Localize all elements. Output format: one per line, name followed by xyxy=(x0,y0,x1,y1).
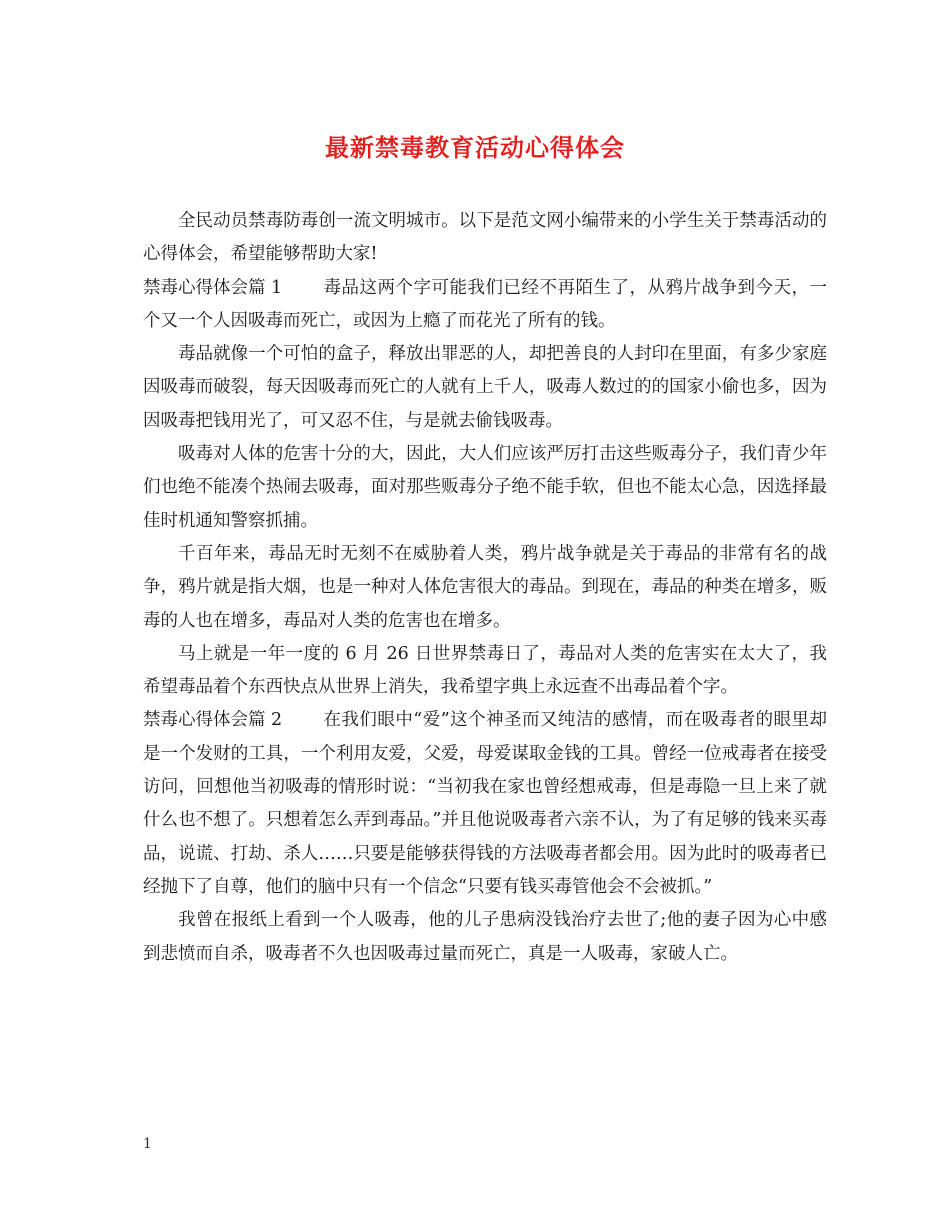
document-body xyxy=(143,205,827,971)
section-2-paragraph: 我曾在报纸上看到一个人吸毒，他的儿子患病没钱治疗去世了;他的妻子因为心中感到悲愤而自杀，吸毒者不久也因吸毒过量而死亡，真是一人吸毒，家破人亡。 xyxy=(143,910,827,964)
section-1-lead-paragraph xyxy=(143,272,827,339)
document-title: 最新禁毒教育活动心得体会 xyxy=(325,133,625,162)
section-2-lead: 在我们眼中“爱”这个神圣而又纯洁的感情，而在吸毒者的眼里却是一个发财的工具，一个利用友爱，父爱，母爱谋取金钱的工具。曾经一位戒毒者在接受访问，回想他当初吸毒的情形时说：“当初我在家也曾经想戒毒，但是毒隐一旦上来了就什么也不想了。只想着怎么弄到毒品。”并且他说吸毒者六亲不认，为了有足够的钱来买毒品，说谎、打劫、杀人……只要是能够获得钱的方法吸毒者都会用。因为此时的吸毒者已经抛下了自尊，他们的脑中只有一个信念“只要有钱买毒管他会不会被抓。” xyxy=(143,710,827,897)
section-1-paragraph: 马上就是一年一度的 6 月 26 日世界禁毒日了，毒品对人类的危害实在太大了，我希望毒品着个东西快点从世界上消失，我希望字典上永远查不出毒品着个字。 xyxy=(143,643,827,698)
section-1-paragraph: 吸毒对人体的危害十分的大，因此，大人们应该严厉打击这些贩毒分子，我们青少年们也绝不能凑个热闹去吸毒，面对那些贩毒分子绝不能手软，但也不能太心急，因选择最佳时机通知警察抓捕。 xyxy=(143,444,827,531)
section-1-lead: 毒品这两个字可能我们已经不再陌生了，从鸦片战争到今天，一个又一个人因吸毒而死亡，或因为上瘾了而花光了所有的钱。 xyxy=(143,277,827,331)
section-1-paragraph: 毒品就像一个可怕的盒子，释放出罪恶的人，却把善良的人封印在里面，有多少家庭因吸毒而破裂，每天因吸毒而死亡的人就有上千人，吸毒人数过的的国家小偷也多，因为因吸毒把钱用光了，可又忍不住，与是就去偷钱吸毒。 xyxy=(143,344,827,431)
section-2-label: 禁毒心得体会篇 2 xyxy=(143,710,283,731)
intro-paragraph: 全民动员禁毒防毒创一流文明城市。以下是范文网小编带来的小学生关于禁毒活动的心得体会，希望能够帮助大家! xyxy=(143,211,827,265)
section-2-lead-paragraph xyxy=(143,704,827,904)
section-1-label: 禁毒心得体会篇 1 xyxy=(143,277,283,298)
section-1-paragraph: 千百年来，毒品无时无刻不在威胁着人类，鸦片战争就是关于毒品的非常有名的战争，鸦片就是指大烟，也是一种对人体危害很大的毒品。到现在，毒品的种类在增多，贩毒的人也在增多，毒品对人类的危害也在增多。 xyxy=(143,543,827,631)
page-number: 1 xyxy=(143,1136,152,1152)
